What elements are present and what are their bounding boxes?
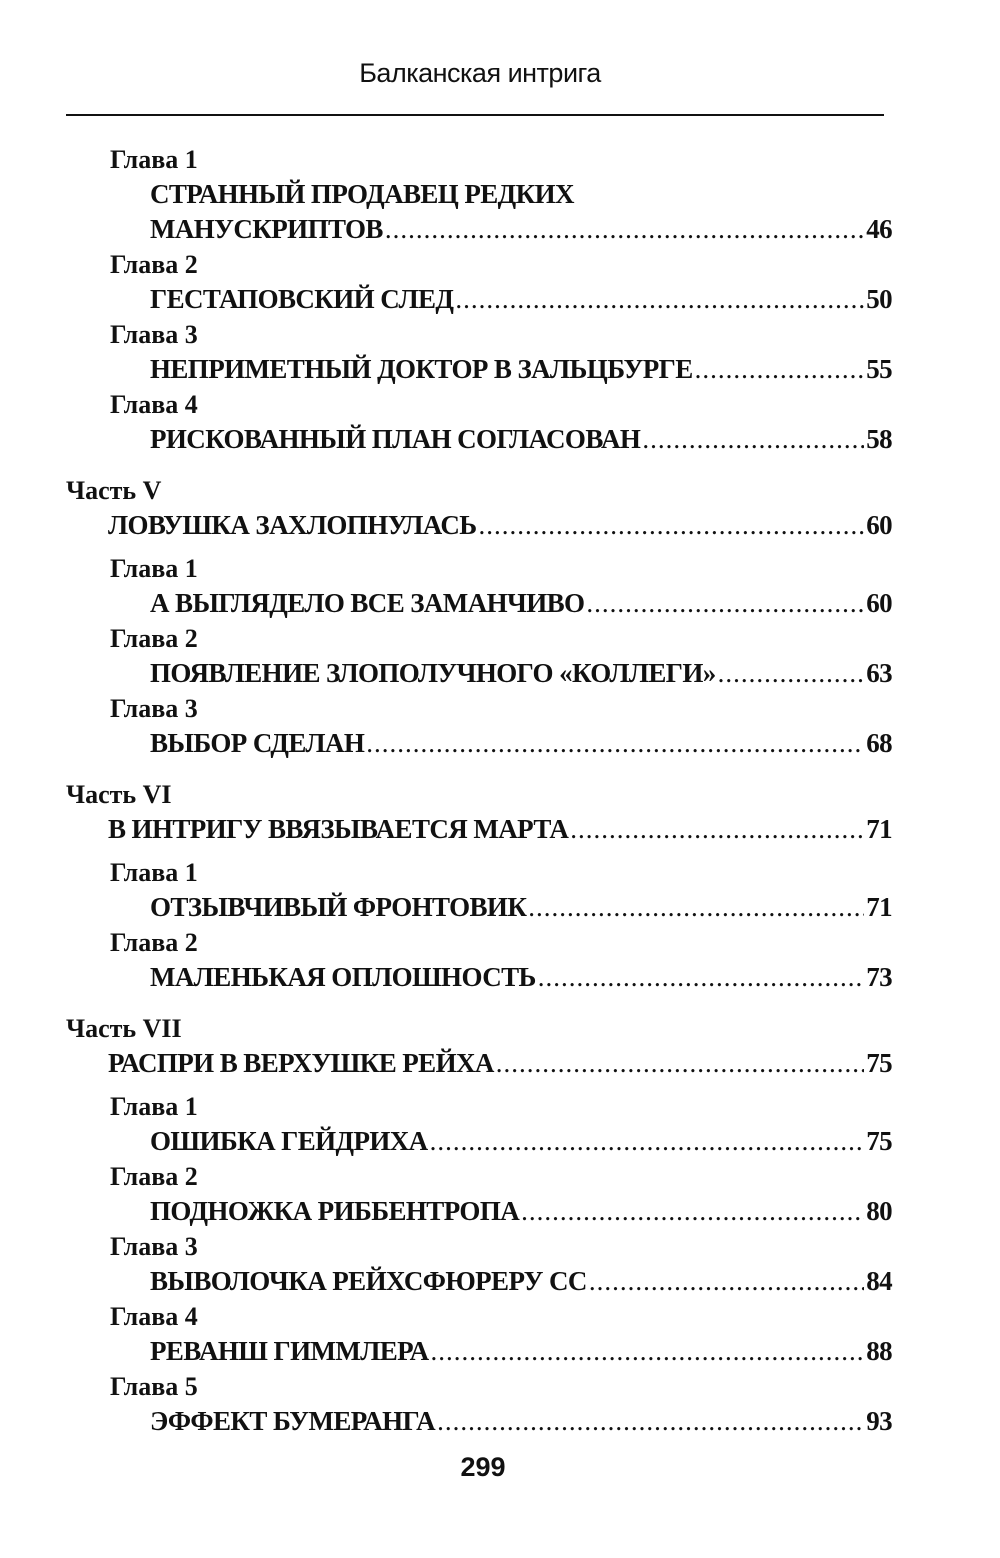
chapter-title: А ВЫГЛЯДЕЛО ВСЕ ЗАМАНЧИВО [150, 588, 585, 618]
page-number: 50 [866, 284, 892, 314]
dot-leader [496, 1046, 864, 1081]
toc-entry[interactable] [66, 726, 892, 761]
chapter-label: Глава 3 [110, 320, 198, 349]
toc-entry[interactable] [66, 1124, 892, 1159]
toc-entry[interactable] [66, 282, 892, 317]
chapter-label: Глава 4 [110, 390, 198, 419]
toc-part-entry[interactable] [66, 508, 892, 543]
dot-leader [430, 1124, 865, 1159]
chapter-title: ОШИБКА ГЕЙДРИХА [150, 1126, 428, 1156]
page-number: 60 [866, 588, 892, 618]
toc-entry[interactable] [66, 1264, 892, 1299]
page-number: 55 [866, 354, 892, 384]
page-number: 75 [866, 1048, 892, 1078]
dot-leader [521, 1194, 864, 1229]
toc-entry[interactable] [66, 960, 892, 995]
dot-leader [570, 812, 864, 847]
toc-entry[interactable] [66, 1194, 892, 1229]
dot-leader [642, 422, 864, 457]
chapter-label: Глава 2 [110, 624, 198, 653]
header-rule [66, 114, 884, 116]
chapter-title: ОТЗЫВЧИВЫЙ ФРОНТОВИК [150, 892, 527, 922]
chapter-label: Глава 1 [110, 1092, 198, 1121]
chapter-label: Глава 5 [110, 1372, 198, 1401]
dot-leader [718, 656, 865, 691]
dot-leader [589, 1264, 864, 1299]
toc-entry[interactable] [66, 586, 892, 621]
part-label: Часть VI [66, 780, 172, 809]
toc-part-entry[interactable] [66, 1046, 892, 1081]
table-of-contents [66, 142, 892, 1439]
page-number: 73 [866, 962, 892, 992]
toc-entry[interactable] [66, 656, 892, 691]
chapter-title: ГЕСТАПОВСКИЙ СЛЕД [150, 284, 454, 314]
chapter-title: ПОДНОЖКА РИББЕНТРОПА [150, 1196, 520, 1226]
dot-leader [538, 960, 864, 995]
chapter-title: ЭФФЕКТ БУМЕРАНГА [150, 1406, 436, 1436]
part-label: Часть V [66, 476, 162, 505]
chapter-title: РИСКОВАННЫЙ ПЛАН СОГЛАСОВАН [150, 424, 641, 454]
chapter-title-line: СТРАННЫЙ ПРОДАВЕЦ РЕДКИХ [150, 179, 574, 209]
toc-entry[interactable] [66, 1334, 892, 1369]
page-number: 63 [866, 658, 892, 688]
toc-entry[interactable] [66, 212, 892, 247]
page-number: 71 [866, 892, 892, 922]
page-number: 84 [866, 1266, 892, 1296]
part-title: ЛОВУШКА ЗАХЛОПНУЛАСЬ [108, 510, 477, 540]
chapter-title: ВЫВОЛОЧКА РЕЙХСФЮРЕРУ СС [150, 1266, 587, 1296]
folio-page-number: 299 [460, 1452, 506, 1482]
toc-entry[interactable] [66, 1404, 892, 1439]
dot-leader [366, 726, 864, 761]
page-number: 88 [866, 1336, 892, 1366]
page-number: 75 [866, 1126, 892, 1156]
chapter-label: Глава 2 [110, 928, 198, 957]
dot-leader [528, 890, 864, 925]
dot-leader [385, 212, 864, 247]
dot-leader [695, 352, 865, 387]
page-number: 58 [866, 424, 892, 454]
part-title: В ИНТРИГУ ВВЯЗЫВАЕТСЯ МАРТА [108, 814, 569, 844]
running-title: Балканская интрига [359, 58, 601, 88]
chapter-title: МАЛЕНЬКАЯ ОПЛОШНОСТЬ [150, 962, 536, 992]
chapter-title: НЕПРИМЕТНЫЙ ДОКТОР В ЗАЛЬЦБУРГЕ [150, 354, 693, 384]
page-number: 93 [866, 1406, 892, 1436]
toc-entry[interactable] [66, 890, 892, 925]
chapter-title: ПОЯВЛЕНИЕ ЗЛОПОЛУЧНОГО «КОЛЛЕГИ» [150, 658, 716, 688]
page-number: 80 [866, 1196, 892, 1226]
toc-entry[interactable] [66, 422, 892, 457]
chapter-label: Глава 2 [110, 1162, 198, 1191]
part-title: РАСПРИ В ВЕРХУШКЕ РЕЙХА [108, 1048, 494, 1078]
chapter-label: Глава 4 [110, 1302, 198, 1331]
chapter-label: Глава 1 [110, 858, 198, 887]
chapter-title: МАНУСКРИПТОВ [150, 214, 383, 244]
page-number: 60 [866, 510, 892, 540]
toc-entry[interactable] [66, 352, 892, 387]
dot-leader [478, 508, 864, 543]
dot-leader [455, 282, 864, 317]
dot-leader [586, 586, 864, 621]
dot-leader [431, 1334, 865, 1369]
chapter-label: Глава 2 [110, 250, 198, 279]
chapter-label: Глава 3 [110, 694, 198, 723]
chapter-label: Глава 1 [110, 145, 198, 174]
chapter-title: ВЫБОР СДЕЛАН [150, 728, 365, 758]
part-label: Часть VII [66, 1014, 182, 1043]
chapter-label: Глава 3 [110, 1232, 198, 1261]
chapter-title: РЕВАНШ ГИММЛЕРА [150, 1336, 429, 1366]
page-number: 68 [866, 728, 892, 758]
page-number: 71 [866, 814, 892, 844]
page-number: 46 [866, 214, 892, 244]
chapter-label: Глава 1 [110, 554, 198, 583]
toc-part-entry[interactable] [66, 812, 892, 847]
dot-leader [437, 1404, 864, 1439]
